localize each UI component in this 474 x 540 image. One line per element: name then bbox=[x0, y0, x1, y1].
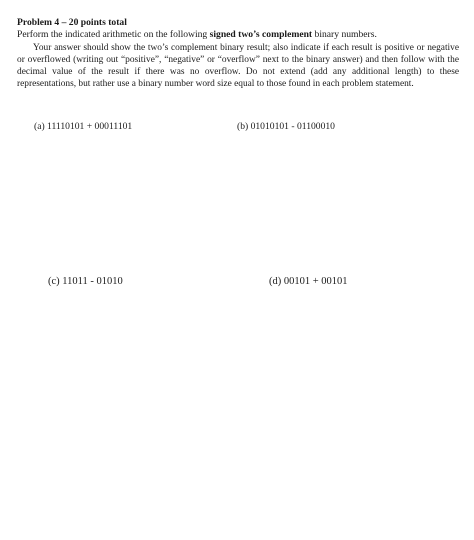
problem-intro bbox=[17, 29, 459, 41]
part-d: (d) 00101 + 00101 bbox=[269, 276, 348, 287]
intro-text-start: Perform the indicated arithmetic on the following bbox=[17, 29, 210, 41]
part-c: (c) 11011 - 01010 bbox=[48, 276, 123, 287]
problem-header bbox=[17, 17, 459, 91]
part-a: (a) 11110101 + 00011101 bbox=[34, 121, 133, 132]
problem-instructions: Your answer should show the two’s complement binary result; also indicate if each result is positive or negative or overflowed (writing out “positive”, “negative” or “overflow” next to the binary answer) and then follow with the decimal value of the result if there was no overflow. Do not extend (add any additional length) to these representations, but rather use a binary number word size equal to those found in each problem statement. bbox=[17, 42, 459, 90]
intro-emphasis: signed two’s complement bbox=[209, 29, 313, 41]
intro-text-end: binary numbers. bbox=[312, 29, 377, 41]
part-b: (b) 01010101 - 01100010 bbox=[237, 121, 335, 132]
problem-title: Problem 4 – 20 points total bbox=[17, 17, 127, 28]
